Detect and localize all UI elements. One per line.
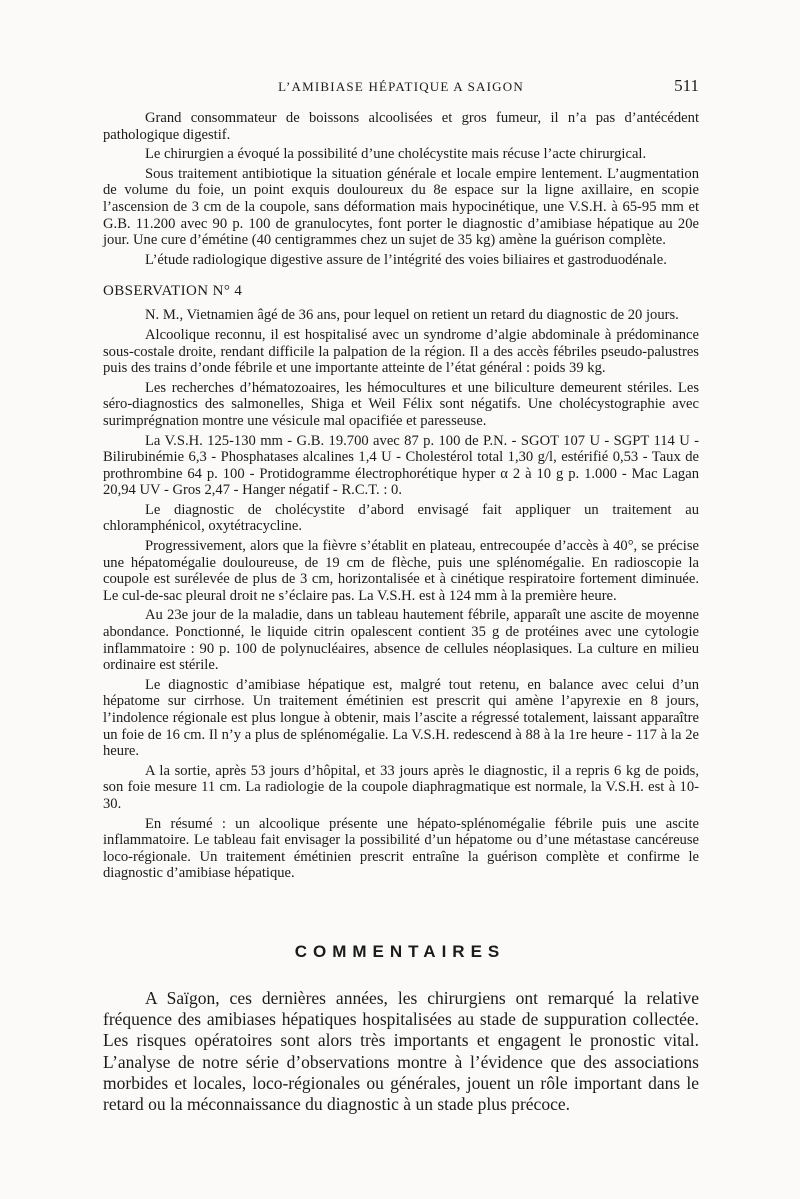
paragraph: Les recherches d’hématozoaires, les hémocultures et une biliculture demeurent stériles. Les séro-diagnostics des salmonelles, Shiga et Weil Félix sont négatifs. Une cholécystographie avec surimprégnation montre une vésicule mal opacifiée et paresseuse. <box>103 379 699 429</box>
paragraph: Le diagnostic de cholécystite d’abord envisagé fait appliquer un traitement au chloramphénicol, oxytétracycline. <box>103 501 699 535</box>
paragraph: Progressivement, alors que la fièvre s’établit en plateau, entrecoupée d’accès à 40°, se précise une hépatomégalie douloureuse, de 19 cm de flèche, puis une splénomégalie. En radioscopie la coupole est surélevée de plus de 3 cm, horizontalisée et à cinétique respiratoire fortement diminuée. Le cul-de-sac pleural droit ne s’éclaire pas. La V.S.H. est à 124 mm à la première heure. <box>103 538 699 604</box>
running-title: L’AMIBIASE HÉPATIQUE A SAIGON <box>278 79 524 94</box>
paragraph: N. M., Vietnamien âgé de 36 ans, pour lequel on retient un retard du diagnostic de 20 jours. <box>145 307 679 324</box>
paragraph: A la sortie, après 53 jours d’hôpital, et 33 jours après le diagnostic, il a repris 6 kg de poids, son foie mesure 11 cm. La radiologie de la coupole diaphragmatique est normale, la V.S.H. est à 10-30. <box>103 762 699 812</box>
paragraph: En résumé : un alcoolique présente une hépato-splénomégalie fébrile puis une ascite inflammatoire. Le tableau fait envisager la possibilité d’un hépatome ou d’une métastase cancéreuse loco-régionale. Un traitement émétinien prescrit entraîne la guérison complète et confirme le diagnostic d’amibiase hépatique. <box>103 815 699 882</box>
page-number: 511 <box>674 76 699 95</box>
paragraph: Alcoolique reconnu, il est hospitalisé avec un syndrome d’algie abdominale à prédominance sous-costale droite, rendant difficile la palpation de la région. Il a des accès fébriles pseudo-palustres puis des trains d’onde fébrile et une importante atteinte de l’état général : poids 39 kg. <box>103 326 699 377</box>
commentary-paragraph: A Saïgon, ces dernières années, les chirurgiens ont remarqué la relative fréquence des amibiases hépatiques hospitalisées au stade de suppuration collectée. Les risques opératoires sont alors très importants et engagent le pronostic vital. L’analyse de notre série d’observations montre à l’évidence que des associations morbides et locales, loco-régionales ou générales, jouent un rôle important dans le retard ou la méconnaissance du diagnostic à un stade plus précoce. <box>103 988 699 1115</box>
paragraph: La V.S.H. 125-130 mm - G.B. 19.700 avec 87 p. 100 de P.N. - SGOT 107 U - SGPT 114 U - Bilirubinémie 6,3 - Phosphatases alcalines 1,4 U - Cholestérol total 1,30 g/l, estérifié 0,53 - Taux de prothrombine 64 p. 100 - Protidogramme électrophorétique hyper α 2 à 10 g p. 1.000 - Mac Lagan 20,94 UV - Gros 2,47 - Hanger négatif - R.C.T. : 0. <box>103 432 699 499</box>
section-heading: COMMENTAIRES <box>294 942 506 961</box>
paragraph: Grand consommateur de boissons alcoolisées et gros fumeur, il n’a pas d’antécédent pathologique digestif. <box>103 110 699 143</box>
paragraph: Au 23e jour de la maladie, dans un tableau hautement fébrile, apparaît une ascite de moyenne abondance. Ponctionné, le liquide citrin opalescent contient 35 g de protéines avec une cytologie inflammatoire : 90 p. 100 de polynucléaires, absence de cellules néoplasiques. La culture en milieu ordinaire est stérile. <box>103 607 699 674</box>
observation-heading: OBSERVATION N° 4 <box>103 283 243 300</box>
paragraph: Sous traitement antibiotique la situation générale et locale empire lentement. L’augmentation de volume du foie, un point exquis douloureux du 8e espace sur la ligne axillaire, en scopie l’ascension de 3 cm de la coupole, sans déformation mais hypocinétique, une V.S.H. à 65-95 mm et G.B. 11.200 avec 90 p. 100 de granulocytes, font porter le diagnostic d’amibiase hépatique au 20e jour. Une cure d’émétine (40 centigrammes chez un sujet de 35 kg) amène la guérison complète. <box>103 165 699 249</box>
paragraph: L’étude radiologique digestive assure de l’intégrité des voies biliaires et gastroduodénale. <box>145 251 667 268</box>
paragraph: Le chirurgien a évoqué la possibilité d’une cholécystite mais récuse l’acte chirurgical. <box>145 146 647 163</box>
body-text <box>103 110 699 885</box>
paragraph: Le diagnostic d’amibiase hépatique est, malgré tout retenu, en balance avec celui d’un hépatome sur cirrhose. Un traitement émétinien est prescrit qui amène l’apyrexie en 8 jours, l’indolence régionale est plus longue à obtenir, mais l’ascite a régressé totalement, laissant apparaître un foie de 16 cm. Il n’y a plus de splénomégalie. La V.S.H. redescend à 88 à la 1re heure - 117 à la 2e heure. <box>103 676 699 760</box>
